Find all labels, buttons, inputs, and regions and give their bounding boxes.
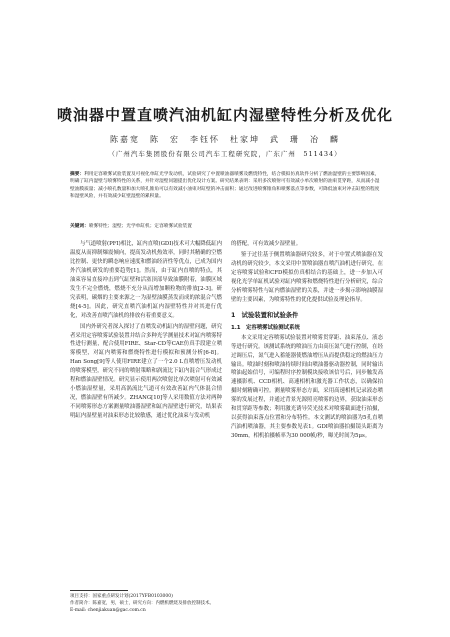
abstract-text: 利用定容喷雾试验装置及可视化单缸光学发动机，试验研究了中置喷油器喷雾及燃烧特性，结合模拟仿真软件分析了燃油湿壁的主要影响因素，明确了缸内湿壁与喷雾特性的关系，并针对湿壁问题提出优化设计方案。研究结果表明：采用多次喷射可有效减小单次喷射的油束贯穿距，从而减小湿壁油膜质量；减小喷孔数量和加大喷孔锥角可以有效减小油束对缸壁的冲击面积；通过改进喷雾锥角和喷雾落点等参数，可降低油束对冲击缸壁的程度和湿壁风险，并有效减少缸壁湿壁的累积量。 [70, 172, 380, 200]
section-heading: 1 试验装置和试验条件 [231, 311, 299, 319]
footnote-email: E-mail: chenjiakuan@gac.com.cn [70, 608, 146, 614]
abstract [70, 171, 382, 201]
affiliation: （广州汽车集团股份有限公司汽车工程研究院，广东广州 511434） [108, 150, 342, 158]
abstract-label: 摘要： [70, 172, 85, 177]
body-paragraph: 的搭配，可有效减少湿壁量。 [231, 241, 302, 247]
keywords-text: 喷雾特性；湿壁；光学单缸机；定容喷雾试验装置 [88, 224, 192, 229]
body-paragraph: 鉴于过往基于侧置喷油器研究较多，对于中置式喷油器在发动机的研究较少，本文采用中置喷油器直喷汽油机进行研究，在定容喷雾试验和CFD模拟仿真相结合的基础上，进一步加入可视化光学单缸机试验对缸内喷雾和燃烧特性进行分析研究，综合分析喷雾特性与缸内燃油湿壁的关系，并进一步揭示影响油膜湿壁的主要因素，为喷雾特性的优化提供试验及理论指导。 [231, 251, 383, 303]
footnote-divider [70, 590, 128, 591]
body-paragraph: 本文采用定容喷雾试验装置对喷雾贯穿距、油束落点、液态等进行研究。该测试系统的喷油压力由高压氮气进行控制，在经过调压后，氮气进入蓄能器使燃油增压从而提供稳定的燃油压力输出。喷油时刻和喷油持续时间由喷油器驱动器控制，同时输出喷油起始信号，可编程时序控制模块接收该信号后，同步触发高速摄影机、CCD相机、高速相机和激光器工作状态，以确保拍摄时刻精确可控。测量喷雾形态方面，采用高速相机记录液态喷雾的发展过程，并通过背景光源照亮喷雾的边界，获取油束形态和贯穿距等参数；利用激光诱导荧光技术对喷雾截面进行拍摄，以获得油束落点位置和分布特性。本文测试的喷油器为5孔直喷汽油机喷油器，其主要参数见表1。GDI喷油器拍摄镜头距离为30mm，相机拍摄帧率为30 000帧/秒，曝光时间为5μs。 [231, 334, 383, 440]
subsection-heading: 1.1 定容喷雾试验测试系统 [231, 324, 300, 331]
footnotes [70, 593, 382, 615]
body-right-column [231, 240, 383, 441]
body-left-column [70, 240, 222, 421]
body-paragraph: 国内外研究者深入探讨了直喷发动机缸内的湿壁问题，研究者采用定容喷雾试验装置并结合多种光学测量技术对缸内喷雾特性进行测量，配合使用FIRE、Star-CD等CAE仿真手段建立喷雾模型，对缸内喷雾和燃烧特性进行模拟和预测分析[6-8]。Han Song[9]等人使用FIRE建立了一个2.0 L直喷增压发动机的喷雾模型，研究不同的喷射策略和涡流比下缸内混合气形成过程和燃油湿壁情况。研究显示使用两次喷射比单次喷射可有效减小燃油湿壁量，采用高涡流比气道可有效改善缸内气体混合情况，燃油湿壁有所减少。ZHANG[10]等人采用数值方法对两种不同喷雾形态方案测量喷油器湿壁和缸内湿壁进行研究，结果表明缸内湿壁量对油束形态比较敏感，通过优化油束与发动机 [70, 323, 222, 420]
footnote-author-bio: 作者简介：陈嘉宽，男，硕士，研究方向：内燃机燃烧及排放控制技术。 [70, 601, 214, 607]
body-paragraph: 与气道喷射(PFI)相比，缸内直喷(GDI)技术可大幅降低缸内温度从而抑制爆震倾向，提高发动机热效率，同时其精确的空燃比控制、更快的瞬态响应速度和燃油经济性等优点，已成为国内外汽油机研发的重要趋势[1]。然而，由于缸内直喷的特点，其油束容易直接冲击到气缸壁和活塞顶部导致油膜附着，油膜区域发生不完全燃烧，燃烧不充分从而增加颗粒物的排放[2-3]。研究表明，碳烟的主要来源之一为湿壁油膜蒸发而成的浓混合气燃烧[4-5]。因此，研究直喷汽油机缸内湿壁特性并对其进行优化，对改善直喷汽油机的排放有着重要意义。 [70, 241, 222, 319]
footnote-funding: 项目支持：国家重点研发计划(2017YFB0103000) [70, 594, 173, 599]
paper-title: 喷油器中置直喷汽油机缸内湿壁特性分析及优化 [56, 106, 393, 124]
author-list: 陈嘉宽 陈 宏 李钰怀 杜家坤 武 珊 冶 麟 [110, 135, 340, 144]
keywords-label: 关键词： [70, 224, 89, 229]
keywords [70, 223, 382, 230]
